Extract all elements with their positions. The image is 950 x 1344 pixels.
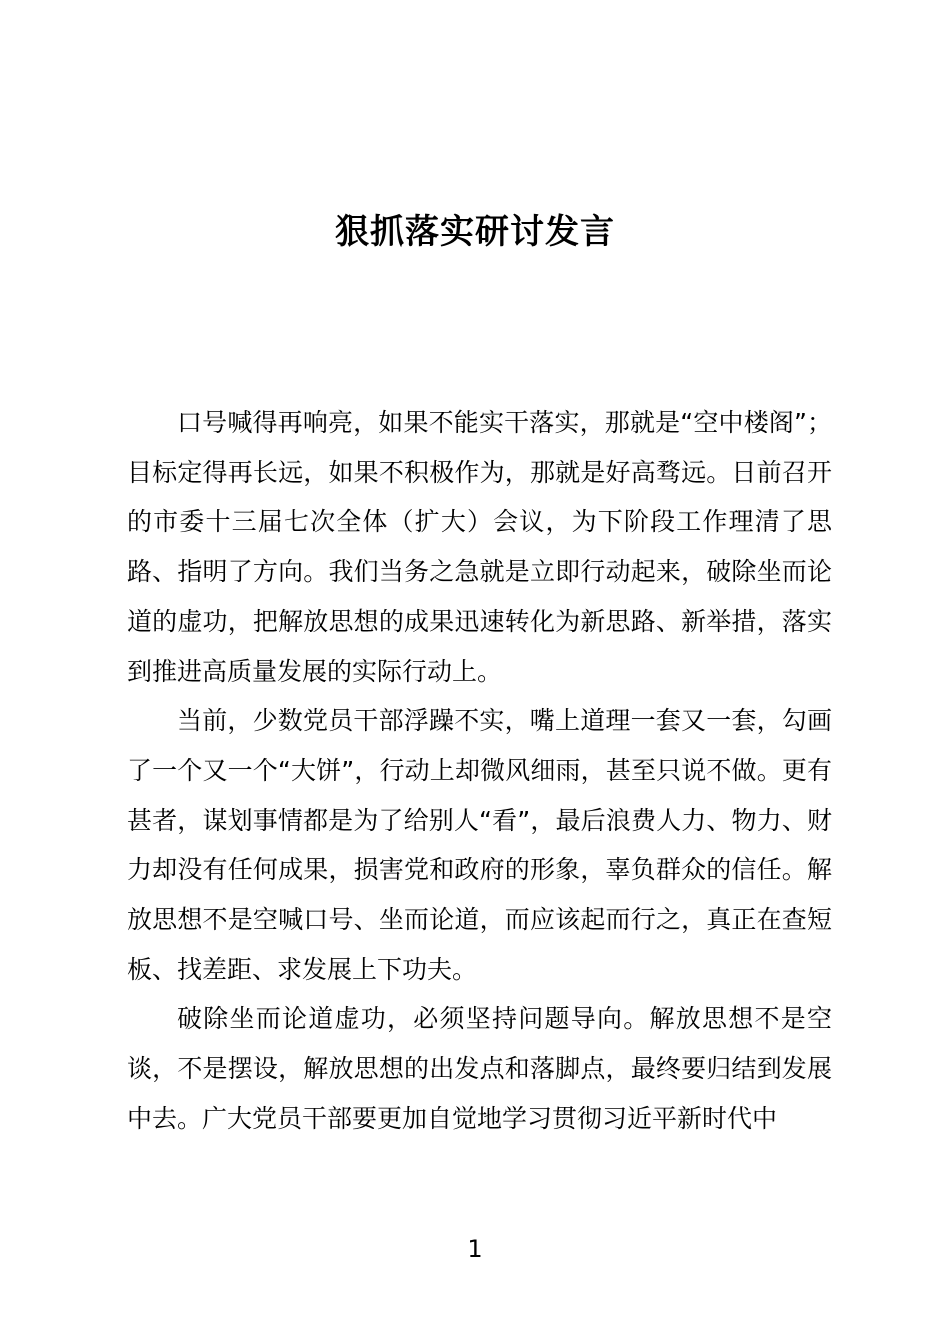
page-number: 1 — [467, 1235, 483, 1263]
page-title: 狠抓落实研讨发言 — [335, 212, 615, 252]
paragraph-1: 口号喊得再响亮，如果不能实干落实，那就是“空中楼阁”；目标定得再长远，如果不积极作为，那就是好高骛远。日前召开的市委十三届七次全体（扩大）会议，为下阶段工作理清了思路、指明了方向。我们当务之急就是立即行动起来，破除坐而论道的虚功，把解放思想的成果迅速转化为新思路、新举措，落实到推进高质量发展的实际行动上。 — [127, 408, 832, 686]
paragraph-3: 破除坐而论道虚功，必须坚持问题导向。解放思想不是空谈，不是摆设，解放思想的出发点和落脚点，最终要归结到发展中去。广大党员干部要更加自觉地学习贯彻习近平新时代中 — [127, 1004, 832, 1133]
document-body — [127, 398, 832, 1144]
paragraph-2: 当前，少数党员干部浮躁不实，嘴上道理一套又一套，勾画了一个又一个“大饼”，行动上却微风细雨，甚至只说不做。更有甚者，谋划事情都是为了给别人“看”，最后浪费人力、物力、财力却没有任何成果，损害党和政府的形象，辜负群众的信任。解放思想不是空喊口号、坐而论道，而应该起而行之，真正在查短板、找差距、求发展上下功夫。 — [127, 706, 832, 984]
